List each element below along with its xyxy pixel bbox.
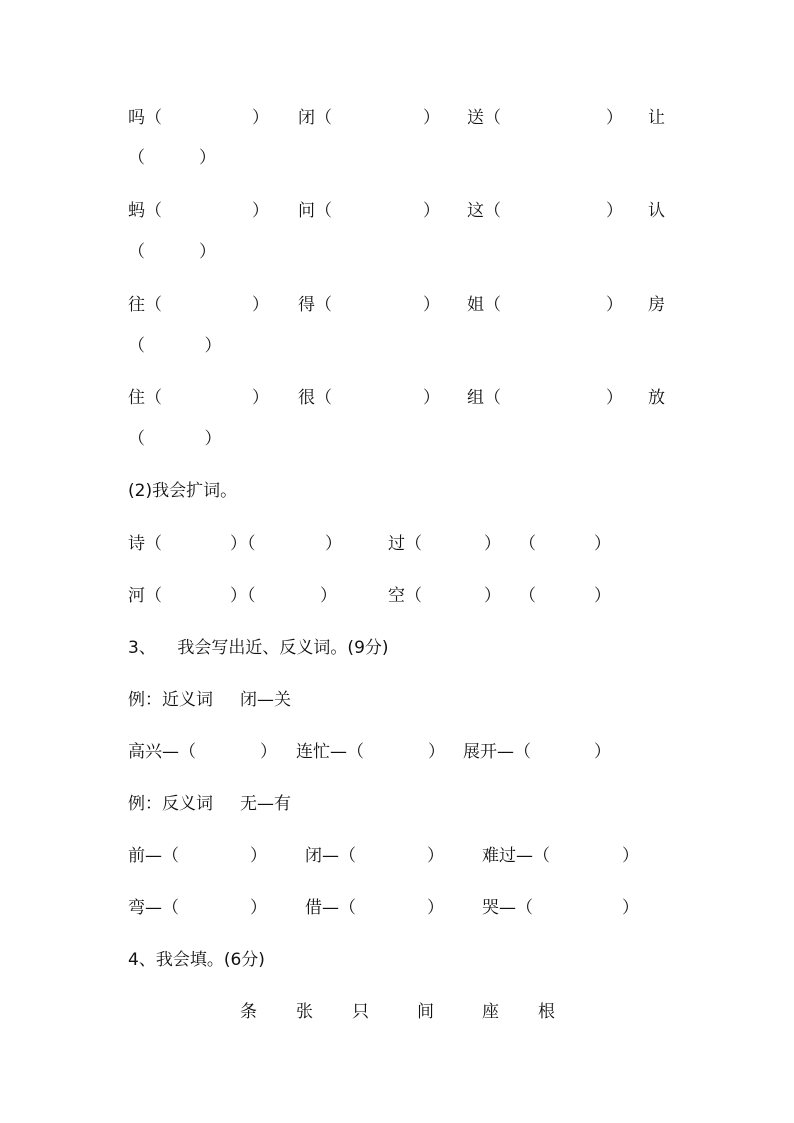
- expand2-b: 空（: [388, 586, 422, 606]
- q4-title: 4、我会填。(6分): [128, 950, 265, 970]
- row3-item1-close: ）: [252, 295, 269, 315]
- antonym-example: 例：反义词 无—有: [128, 794, 292, 814]
- synonym-item2: 连忙—（: [296, 742, 364, 762]
- expand2-a2: ）: [320, 586, 337, 606]
- expand2-a: 河（: [128, 586, 162, 606]
- row3-item4: 房: [648, 295, 665, 315]
- row1-item3-close: ）: [606, 108, 623, 128]
- synonym-item3-close: ）: [594, 742, 611, 762]
- antonym1-item3-close: ）: [622, 846, 639, 866]
- antonym1-item1-close: ）: [250, 846, 267, 866]
- row4-item2-close: ）: [423, 388, 440, 408]
- synonym-example: 例：近义词 闭—关: [128, 690, 292, 710]
- q3-title: 3、 我会写出近、反义词。(9分): [128, 638, 389, 658]
- expand2-b2: （: [519, 586, 536, 606]
- row3-wrap: （ ）: [128, 336, 222, 356]
- row1-item1: 吗（: [128, 108, 162, 128]
- antonym1-item1: 前—（: [128, 846, 179, 866]
- antonym2-item1-close: ）: [250, 898, 267, 918]
- expand1-b3: ）: [594, 534, 611, 554]
- antonym2-item3-close: ）: [622, 898, 639, 918]
- row3-item3: 姐（: [467, 295, 501, 315]
- row1-item2-close: ）: [423, 108, 440, 128]
- row4-item4: 放: [648, 388, 665, 408]
- row4-item3-close: ）: [606, 388, 623, 408]
- row4-wrap: （ ）: [128, 429, 222, 449]
- row3-item3-close: ）: [606, 295, 623, 315]
- row3-item2-close: ）: [423, 295, 440, 315]
- measure-word: 间: [417, 1002, 434, 1022]
- row1-item2: 闭（: [298, 108, 332, 128]
- measure-word: 条: [240, 1002, 257, 1022]
- measure-word: 只: [352, 1002, 369, 1022]
- antonym2-item1: 弯—（: [128, 898, 179, 918]
- antonym1-item2-close: ）: [427, 846, 444, 866]
- row1-item4: 让: [648, 108, 665, 128]
- expand2-b1: ）: [484, 586, 501, 606]
- sub2-title: (2)我会扩词。: [128, 481, 238, 501]
- expand1-b2: （: [519, 534, 536, 554]
- row4-item3: 组（: [467, 388, 501, 408]
- row2-wrap: （ ）: [128, 242, 217, 262]
- row2-item2: 问（: [298, 201, 332, 221]
- antonym1-item2: 闭—（: [305, 846, 356, 866]
- expand1-b: 过（: [388, 534, 422, 554]
- expand1-a1: ）（: [230, 534, 256, 554]
- row2-item1: 蚂（: [128, 201, 162, 221]
- row2-item1-close: ）: [252, 201, 269, 221]
- expand1-a2: ）: [325, 534, 342, 554]
- antonym2-item3: 哭—（: [482, 898, 533, 918]
- measure-word: 根: [538, 1002, 555, 1022]
- row3-item1: 往（: [128, 295, 162, 315]
- row2-item3-close: ）: [606, 201, 623, 221]
- row2-item4: 认: [648, 201, 665, 221]
- expand2-b3: ）: [594, 586, 611, 606]
- antonym2-item2: 借—（: [305, 898, 356, 918]
- row1-item3: 送（: [467, 108, 501, 128]
- measure-word: 张: [296, 1002, 313, 1022]
- antonym1-item3: 难过—（: [482, 846, 550, 866]
- row2-item2-close: ）: [423, 201, 440, 221]
- expand1-b1: ）: [484, 534, 501, 554]
- row1-item1-close: ）: [252, 108, 269, 128]
- expand1-a: 诗（: [128, 534, 162, 554]
- antonym2-item2-close: ）: [427, 898, 444, 918]
- synonym-item1: 高兴—（: [128, 742, 196, 762]
- row4-item1-close: ）: [252, 388, 269, 408]
- measure-word: 座: [482, 1002, 499, 1022]
- synonym-item2-close: ）: [428, 742, 445, 762]
- row2-item3: 这（: [467, 201, 501, 221]
- row1-wrap: （ ）: [128, 148, 217, 168]
- row4-item2: 很（: [298, 388, 332, 408]
- row3-item2: 得（: [298, 295, 332, 315]
- synonym-item1-close: ）: [260, 742, 277, 762]
- row4-item1: 住（: [128, 388, 162, 408]
- synonym-item3: 展开—（: [463, 742, 531, 762]
- expand2-a1: ）（: [230, 586, 256, 606]
